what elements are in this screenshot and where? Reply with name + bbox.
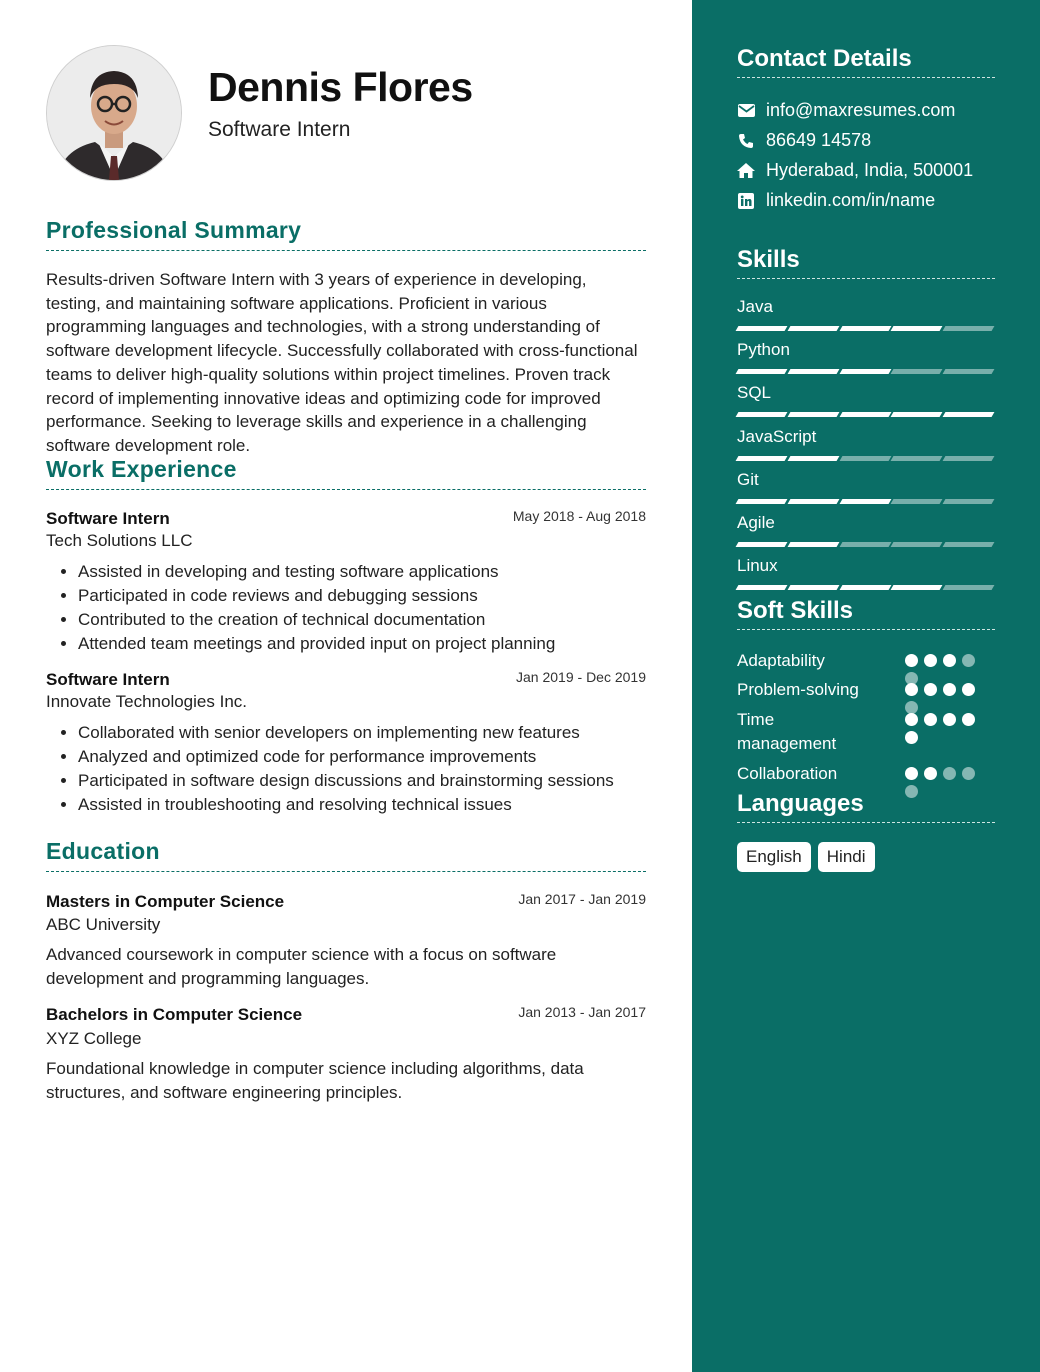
summary-text: Results-driven Software Intern with 3 years of experience in developing, testing, and maintaining software applications. Proficient in various programming languages and technologies, with a strong understanding of software development lifecycle. Successfully collaborated with cross-functional teams to deliver high-quality solutions within project timelines. Proven track record of implementing innovative ideas and optimizing code for improved performance. Seeking to leverage skills and experience in a challenging software development role. <box>46 270 638 455</box>
contact-heading: Contact Details <box>737 45 995 78</box>
skill-bar-segment <box>891 542 943 547</box>
rating-dot <box>962 767 975 780</box>
edu-1-school: ABC University <box>46 915 161 934</box>
skill-bar-segment <box>891 456 943 461</box>
list-item: • Assisted in developing and testing software applications <box>78 560 678 584</box>
job-1-company: Tech Solutions LLC <box>46 531 193 550</box>
rating-dot <box>962 713 975 726</box>
skill-bar-segment <box>891 585 943 590</box>
soft-skill-name: Adaptability <box>737 651 825 670</box>
skill-bar-segment <box>943 326 995 331</box>
person-name: Dennis Flores <box>208 64 473 110</box>
skill-bar-segment <box>787 456 839 461</box>
soft-skill-name: Collaboration <box>737 764 838 783</box>
home-icon <box>737 162 755 180</box>
list-item: • Contributed to the creation of technical documentation <box>78 608 678 632</box>
soft-skills-heading: Soft Skills <box>737 597 995 630</box>
soft-skill-rating <box>905 683 980 714</box>
skill-bar-segment <box>891 326 943 331</box>
rating-dot <box>924 683 937 696</box>
skill-level-bar <box>737 585 993 590</box>
experience-heading: Work Experience <box>46 456 646 490</box>
skill-level-bar <box>737 326 993 331</box>
rating-dot <box>905 767 918 780</box>
skill-level-bar <box>737 542 993 547</box>
contact-phone-text: 86649 14578 <box>766 130 872 150</box>
soft-skill-rating <box>905 713 980 744</box>
skill-bar-segment <box>839 326 891 331</box>
skill-bar-segment <box>787 369 839 374</box>
rating-dot <box>943 767 956 780</box>
skill-bar-segment <box>891 499 943 504</box>
skill-bar-segment <box>736 369 788 374</box>
rating-dot <box>943 654 956 667</box>
list-item: • Assisted in troubleshooting and resolving technical issues <box>78 793 678 817</box>
edu-2-school: XYZ College <box>46 1029 142 1048</box>
soft-skill-rating <box>905 654 980 685</box>
profile-photo <box>46 45 182 181</box>
contact-address <box>737 160 973 181</box>
skill-name: Git <box>737 469 759 489</box>
job-1-title: Software Intern <box>46 509 170 528</box>
skill-bar-segment <box>839 499 891 504</box>
email-icon <box>737 102 755 120</box>
skill-bar-segment <box>943 585 995 590</box>
job-2-bullets <box>46 721 678 817</box>
soft-skill-name: Problem-solving <box>737 680 859 699</box>
skill-name: Python <box>737 340 790 360</box>
rating-dot <box>905 683 918 696</box>
skill-bar-segment <box>943 456 995 461</box>
skill-bar-segment <box>839 369 891 374</box>
skill-name: SQL <box>737 383 772 403</box>
skill-level-bar <box>737 412 993 417</box>
skill-bar-segment <box>736 456 788 461</box>
skill-name: JavaScript <box>737 426 817 446</box>
skill-name: Agile <box>737 513 775 532</box>
list-item: • Participated in software design discussions and brainstorming sessions <box>78 769 678 793</box>
soft-skill-name: Time management <box>737 710 837 753</box>
skill-level-bar <box>737 499 993 504</box>
skill-bar-segment <box>787 499 839 504</box>
skill-bar-segment <box>736 499 788 504</box>
skill-bar-segment <box>943 369 995 374</box>
rating-dot <box>962 683 975 696</box>
skill-bar-segment <box>787 326 839 331</box>
skill-bar-segment <box>736 412 788 417</box>
contact-email[interactable] <box>737 100 955 121</box>
skill-bar-segment <box>943 542 995 547</box>
contact-phone <box>737 130 871 151</box>
phone-icon <box>737 132 755 150</box>
language-tag: English <box>737 842 811 872</box>
job-1-bullets <box>46 560 678 656</box>
contact-linkedin[interactable] <box>737 190 935 211</box>
skill-bar-segment <box>891 369 943 374</box>
rating-dot <box>924 654 937 667</box>
list-item: • Participated in code reviews and debugging sessions <box>78 584 678 608</box>
rating-dot <box>962 654 975 667</box>
rating-dot <box>924 713 937 726</box>
skill-bar-segment <box>943 499 995 504</box>
languages-list <box>737 842 875 872</box>
job-1-dates: May 2018 - Aug 2018 <box>512 508 646 524</box>
contact-email-text: info@maxresumes.com <box>766 100 956 120</box>
skill-bar-segment <box>736 542 788 547</box>
linkedin-icon <box>737 192 755 210</box>
summary-heading: Professional Summary <box>46 217 646 251</box>
skill-bar-segment <box>839 585 891 590</box>
skill-bar-segment <box>787 542 839 547</box>
edu-1-desc: Advanced coursework in computer science with a focus on software development and programming languages. <box>46 945 557 988</box>
job-2-company: Innovate Technologies Inc. <box>46 692 247 711</box>
skill-name: Java <box>737 297 773 316</box>
rating-dot <box>905 654 918 667</box>
education-heading: Education <box>46 838 646 872</box>
rating-dot <box>924 767 937 780</box>
skill-bar-segment <box>839 412 891 417</box>
skill-level-bar <box>737 369 993 374</box>
edu-2-degree: Bachelors in Computer Science <box>46 1005 303 1024</box>
skill-bar-segment <box>891 412 943 417</box>
skill-name: Linux <box>737 556 778 576</box>
job-2-title: Software Intern <box>46 670 170 689</box>
language-tag: Hindi <box>818 842 875 872</box>
skill-bar-segment <box>943 412 995 417</box>
rating-dot <box>905 713 918 726</box>
edu-2-dates: Jan 2013 - Jan 2017 <box>518 1004 646 1020</box>
skill-bar-segment <box>787 585 839 590</box>
edu-1-dates: Jan 2017 - Jan 2019 <box>518 891 646 907</box>
rating-dot <box>943 713 956 726</box>
list-item: • Collaborated with senior developers on implementing new features <box>78 721 678 745</box>
job-2-dates: Jan 2019 - Dec 2019 <box>516 669 646 685</box>
contact-linkedin-text: linkedin.com/in/name <box>766 190 936 210</box>
rating-dot <box>905 731 918 744</box>
skill-level-bar <box>737 456 993 461</box>
languages-heading: Languages <box>737 790 995 823</box>
skill-bar-segment <box>839 456 891 461</box>
list-item: • Attended team meetings and provided input on project planning <box>78 632 678 656</box>
skill-bar-segment <box>736 585 788 590</box>
job-title-header: Software Intern <box>208 118 351 141</box>
rating-dot <box>943 683 956 696</box>
list-item: • Analyzed and optimized code for performance improvements <box>78 745 678 769</box>
skills-heading: Skills <box>737 246 995 279</box>
edu-2-desc: Foundational knowledge in computer science including algorithms, data structures, and software engineering principles. <box>46 1059 584 1102</box>
contact-address-text: Hyderabad, India, 500001 <box>766 160 974 180</box>
sidebar <box>692 0 1040 1372</box>
skill-bar-segment <box>736 326 788 331</box>
skill-bar-segment <box>787 412 839 417</box>
skill-bar-segment <box>839 542 891 547</box>
edu-1-degree: Masters in Computer Science <box>46 892 285 911</box>
